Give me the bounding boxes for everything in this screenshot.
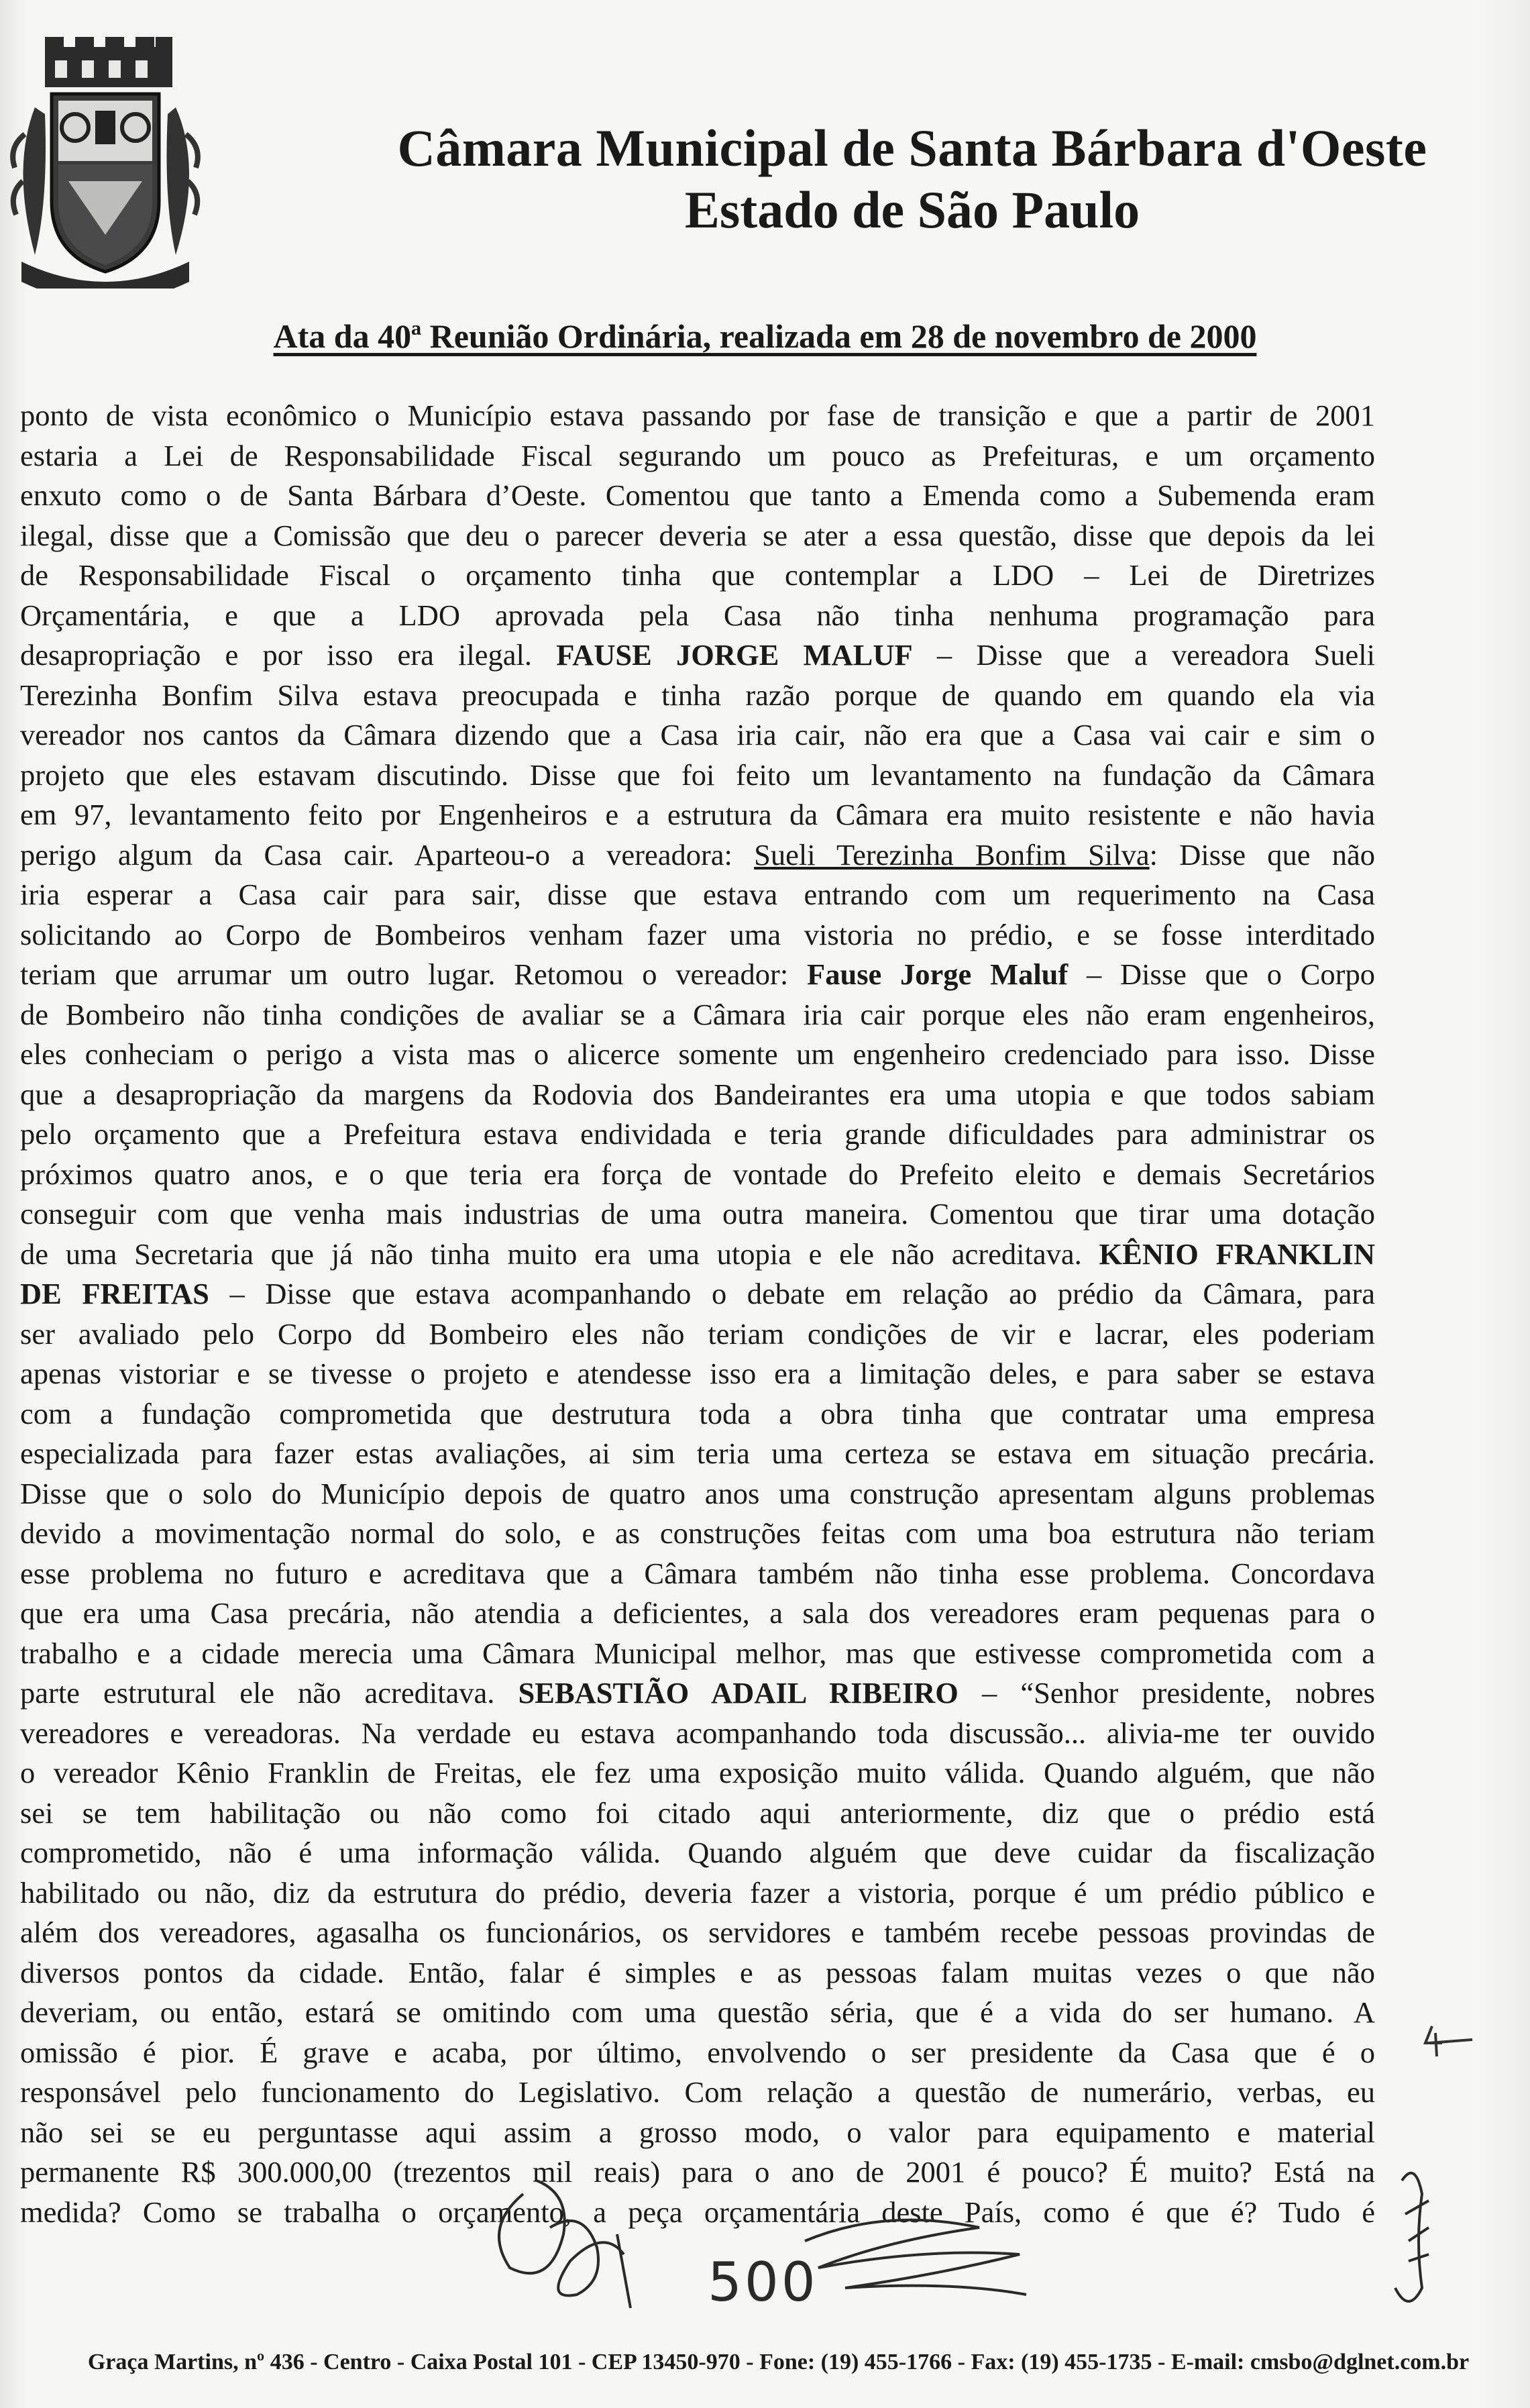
body-line: vereadores e vereadoras. Na verdade eu estava acompanhando toda discussão... alivia-me ter ouvido xyxy=(20,1716,1375,1750)
body-line xyxy=(20,1235,1375,1275)
body-line: de Responsabilidade Fiscal o orçamento tinha que contemplar a LDO – Lei de Diretrizes xyxy=(20,558,1375,592)
margin-annotation-mark xyxy=(1422,2020,1476,2060)
body-line: enxuto como o de Santa Bárbara d’Oeste. Comentou que tanto a Emenda como a Subemenda eram xyxy=(20,478,1375,512)
body-line-text: – Disse que a vereadora Sueli xyxy=(912,638,1375,672)
body-line-text: de uma Secretaria que já não tinha muito era uma utopia e ele não acreditava. xyxy=(20,1237,1082,1271)
letterhead-footer-address: Graça Martins, nº 436 - Centro - Caixa Postal 101 - CEP 13450-970 - Fone: (19) 455-1766 - Fax: (19) 455-1735 - E-mail: cmsbo@dglnet.com.br xyxy=(87,2350,1470,2374)
body-line: em 97, levantamento feito por Engenheiros e a estrutura da Câmara era muito resistente e não havia xyxy=(20,798,1375,831)
body-line: Disse que o solo do Município depois de quatro anos uma construção apresentam alguns problemas xyxy=(20,1476,1375,1510)
body-line: deveriam, ou então, estará se omitindo com uma questão séria, que é a vida do ser humano. A xyxy=(20,1995,1375,2029)
body-line: responsável pelo funcionamento do Legislativo. Com relação a questão de numerário, verbas, eu xyxy=(20,2075,1375,2109)
body-line: permanente R$ 300.000,00 (trezentos mil reais) para o ano de 2001 é pouco? É muito? Está na xyxy=(20,2155,1375,2189)
body-line xyxy=(20,955,1375,995)
body-line: eles conheciam o perigo a vista mas o alicerce somente um engenheiro credenciado para isso. Disse xyxy=(20,1037,1375,1071)
body-line xyxy=(20,1673,1375,1714)
body-line: pelo orçamento que a Prefeitura estava endividada e teria grande dificuldades para administrar os xyxy=(20,1117,1375,1151)
body-line: que era uma Casa precária, não atendia a deficientes, a sala dos vereadores eram pequenas para o xyxy=(20,1596,1375,1630)
body-line: sei se tem habilitação ou não como foi citado aqui anteriormente, diz que o prédio está xyxy=(20,1795,1375,1830)
body-line-text: parte estrutural ele não acreditava. xyxy=(20,1676,495,1710)
speaker-name: KÊNIO FRANKLIN xyxy=(1099,1237,1375,1271)
body-line: ser avaliado pelo Corpo dd Bombeiro eles não teriam condições de vir e lacrar, eles poderiam xyxy=(20,1316,1375,1351)
body-line-text: : Disse que não xyxy=(1149,837,1375,872)
body-line: que a desapropriação da margens da Rodovia dos Bandeirantes era uma utopia e que todos sabiam xyxy=(20,1077,1375,1111)
handwritten-signatures xyxy=(470,2154,1476,2321)
body-line: com a fundação comprometida que destrutura toda a obra tinha que contratar uma empresa xyxy=(20,1396,1375,1430)
speaker-name: DE FREITAS xyxy=(20,1277,209,1310)
body-line: solicitando ao Corpo de Bombeiros venham fazer uma vistoria no prédio, e se fosse interditado xyxy=(20,917,1375,951)
institution-name: Câmara Municipal de Santa Bárbara d'Oeste xyxy=(397,119,1427,177)
speaker-name: FAUSE JORGE MALUF xyxy=(556,638,913,672)
body-line: conseguir com que venha mais industrias de uma outra maneira. Comentou que tirar uma dotação xyxy=(20,1197,1375,1231)
page-number: 500 xyxy=(708,2251,818,2313)
body-line: especializada para fazer estas avaliações, ai sim teria uma certeza se estava em situação precária. xyxy=(20,1436,1375,1470)
minutes-title: Ata da 40ª Reunião Ordinária, realizada em 28 de novembro de 2000 xyxy=(273,317,1257,355)
body-line: Terezinha Bonfim Silva estava preocupada e tinha razão porque de quando em quando ela via xyxy=(20,678,1375,712)
body-line-text: – “Senhor presidente, nobres xyxy=(958,1676,1375,1710)
body-line xyxy=(20,1274,1375,1314)
body-line: apenas vistoriar e se tivesse o projeto e atendesse isso era a limitação deles, e para saber se estava xyxy=(20,1357,1375,1390)
body-line: iria esperar a Casa cair para sair, disse que estava entrando com um requerimento na Casa xyxy=(20,878,1375,911)
body-line-text: – Disse que estava acompanhando o debate em relação ao prédio da Câmara, para xyxy=(229,1277,1375,1310)
body-line-text: teriam que arrumar um outro lugar. Retomou o vereador: xyxy=(20,957,789,991)
body-line: devido a movimentação normal do solo, e as construções feitas com uma boa estrutura não teriam xyxy=(20,1516,1375,1550)
body-line: estaria a Lei de Responsabilidade Fiscal segurando um pouco as Prefeituras, e um orçamento xyxy=(20,438,1375,472)
body-line-text: – Disse que o Corpo xyxy=(1068,957,1375,991)
letterhead xyxy=(376,117,1449,241)
body-line: ilegal, disse que a Comissão que deu o parecer deveria se ater a essa questão, disse que depois da lei xyxy=(20,518,1375,552)
municipal-coat-of-arms-icon xyxy=(8,34,203,289)
body-line: vereador nos cantos da Câmara dizendo que a Casa iria cair, não era que a Casa vai cair e sim o xyxy=(20,718,1375,751)
speaker-name: Sueli Terezinha Bonfim Silva xyxy=(754,837,1150,872)
body-line: omissão é pior. É grave e acaba, por último, envolvendo o ser presidente da Casa que é o xyxy=(20,2035,1375,2069)
body-line: o vereador Kênio Franklin de Freitas, ele fez uma exposição muito válida. Quando alguém, que não xyxy=(20,1756,1375,1789)
body-line: próximos quatro anos, e o que teria era força de vontade do Prefeito eleito e demais Secretários xyxy=(20,1157,1375,1191)
speaker-name: SEBASTIÃO ADAIL RIBEIRO xyxy=(518,1676,959,1710)
body-line: comprometido, não é uma informação válida. Quando alguém que deve cuidar da fiscalização xyxy=(20,1836,1375,1869)
speaker-name: Fause Jorge Maluf xyxy=(807,957,1069,991)
body-line: medida? Como se trabalha o orçamento, a peça orçamentária deste País, como é que é? Tudo é xyxy=(20,2195,1375,2229)
body-line: habilitado ou não, diz da estrutura do prédio, deveria fazer a vistoria, porque é um prédio público e xyxy=(20,1875,1375,1909)
body-line-text: desapropriação e por isso era ilegal. xyxy=(20,638,533,672)
body-line: Orçamentária, e que a LDO aprovada pela Casa não tinha nenhuma programação para xyxy=(20,598,1375,632)
body-line: de Bombeiro não tinha condições de avaliar se a Câmara iria cair porque eles não eram engenheiros, xyxy=(20,997,1375,1031)
minutes-body xyxy=(20,396,1375,2232)
body-line: não sei se eu perguntasse aqui assim a grosso modo, o valor para equipamento e material xyxy=(20,2115,1375,2149)
body-line: esse problema no futuro e acreditava que a Câmara também não tinha esse problema. Concordava xyxy=(20,1556,1375,1590)
body-line-text: perigo algum da Casa cair. Aparteou-o a vereadora: xyxy=(20,837,732,872)
body-line: ponto de vista econômico o Município estava passando por fase de transição e que a partir de 2001 xyxy=(20,399,1375,432)
body-line: além dos vereadores, agasalha os funcionários, os servidores e também recebe pessoas provindas de xyxy=(20,1916,1375,1949)
body-line xyxy=(20,835,1375,876)
body-line: trabalho e a cidade merecia uma Câmara Municipal melhor, mas que estivesse comprometida com a xyxy=(20,1636,1375,1670)
body-line xyxy=(20,635,1375,676)
state-name: Estado de São Paulo xyxy=(684,180,1140,239)
body-line: diversos pontos da cidade. Então, falar é simples e as pessoas falam muitas vezes o que não xyxy=(20,1955,1375,1989)
body-line: projeto que eles estavam discutindo. Disse que foi feito um levantamento na fundação da Câmara xyxy=(20,757,1375,792)
